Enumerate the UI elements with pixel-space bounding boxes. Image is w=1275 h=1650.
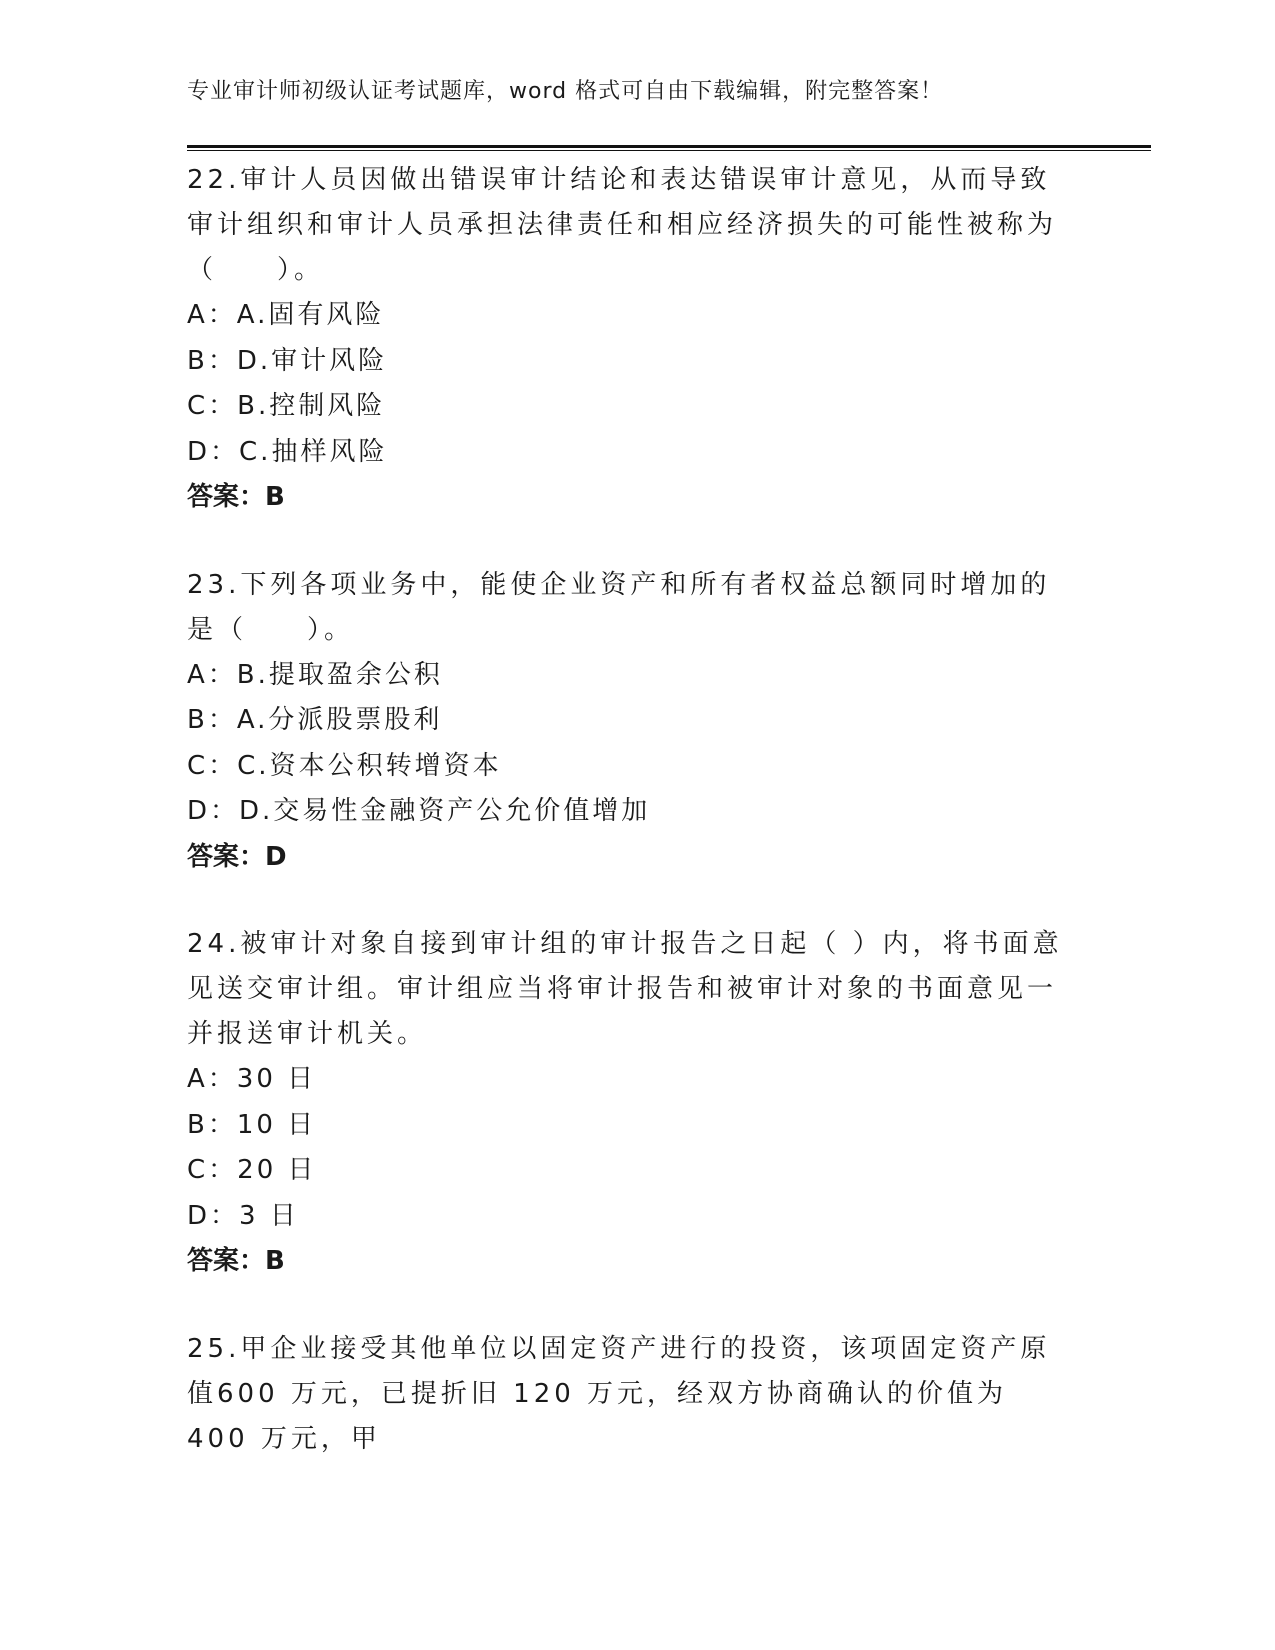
option-b: B：10 日: [187, 1109, 317, 1140]
question-stem: 22.审计人员因做出错误审计结论和表达错误审计意见，从而导致审计组织和审计人员承担法律责任和相应经济损失的可能性被称为（ ）。: [187, 165, 1058, 285]
question-23: [187, 563, 1077, 881]
answer: 答案：D: [187, 841, 287, 872]
question-22: [187, 158, 1077, 521]
question-24: [187, 922, 1077, 1285]
question-stem: 23.下列各项业务中，能使企业资产和所有者权益总额同时增加的是（ ）。: [187, 569, 1051, 645]
question-25: [187, 1327, 1077, 1462]
question-stem: 25.甲企业接受其他单位以固定资产进行的投资，该项固定资产原值600 万元，已提折旧 120 万元，经双方协商确认的价值为 400 万元，甲: [187, 1333, 1051, 1454]
option-b: B：A.分派股票股利: [187, 705, 443, 735]
option-d: D：D.交易性金融资产公允价值增加: [187, 796, 651, 826]
question-list: [187, 158, 1077, 1504]
option-a: A：A.固有风险: [187, 300, 385, 330]
answer: 答案：B: [187, 482, 285, 512]
answer: 答案：B: [187, 1246, 285, 1276]
option-b: B：D.审计风险: [187, 345, 388, 376]
option-c: C：C.资本公积转增资本: [187, 750, 502, 781]
option-c: C：B.控制风险: [187, 391, 386, 421]
option-c: C：20 日: [187, 1155, 317, 1185]
option-d: D：C.抽样风险: [187, 436, 388, 467]
option-a: A：B.提取盈余公积: [187, 659, 443, 690]
question-stem: 24.被审计对象自接到审计组的审计报告之日起（ ）内，将书面意见送交审计组。审计组应当将审计报告和被审计对象的书面意见一并报送审计机关。: [187, 929, 1063, 1049]
option-a: A：30 日: [187, 1064, 317, 1094]
option-d: D：3 日: [187, 1200, 299, 1231]
page-header: 专业审计师初级认证考试题库，word 格式可自由下载编辑，附完整答案！: [187, 79, 944, 104]
header-divider: [187, 145, 1151, 151]
